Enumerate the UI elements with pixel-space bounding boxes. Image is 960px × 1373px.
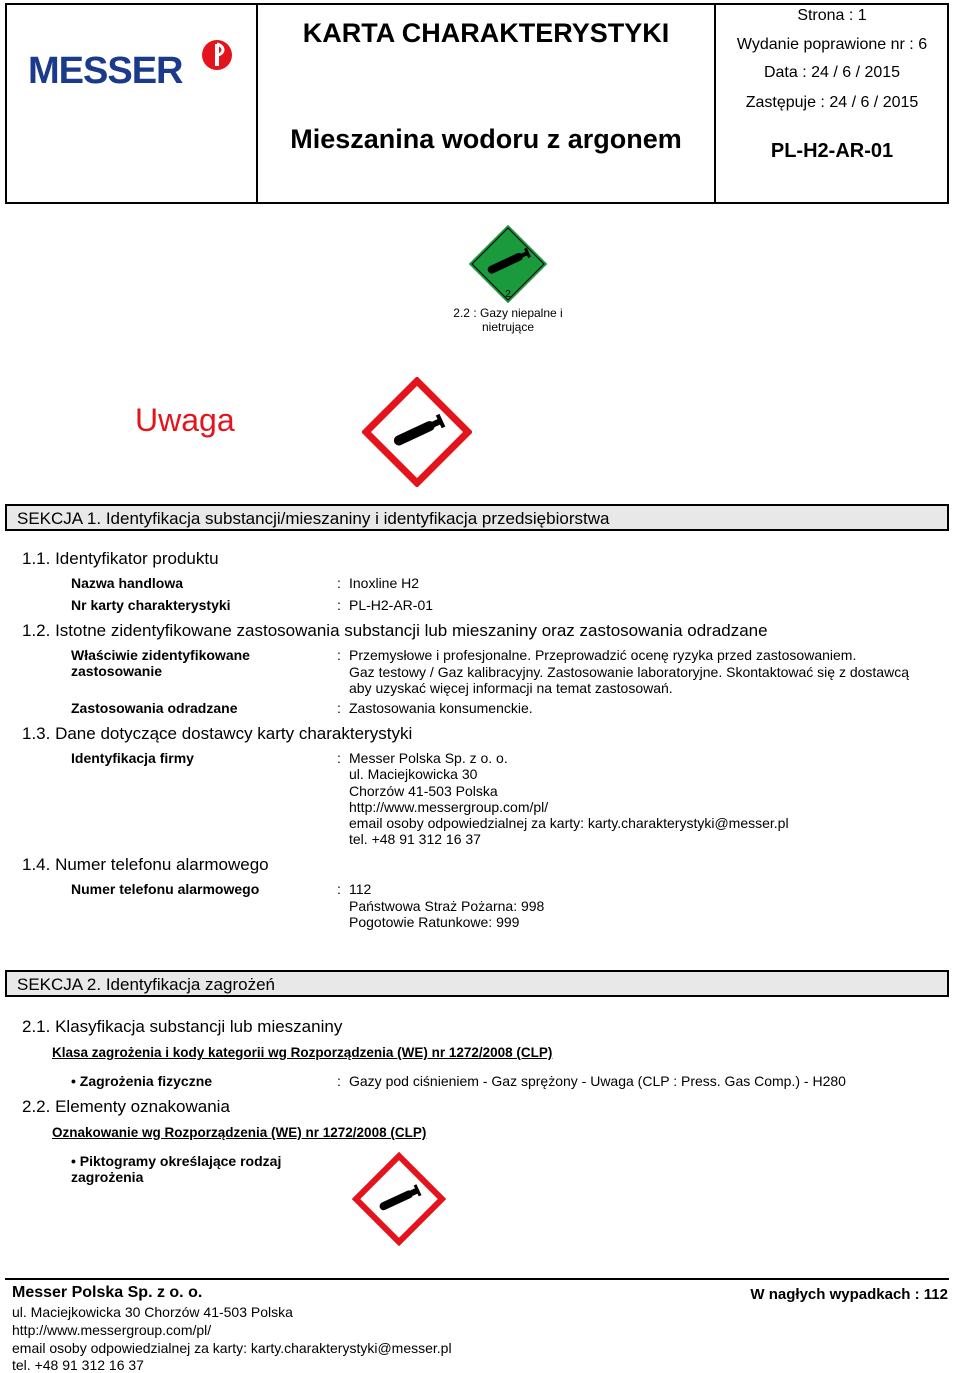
- colon: :: [337, 575, 341, 591]
- header-divider: [256, 3, 258, 204]
- subsection-2-2-title: 2.2. Elementy oznakowania: [22, 1097, 230, 1116]
- section-1-heading: SEKCJA 1. Identyfikacja substancji/mieszaniny i identyfikacja przedsiębiorstwa: [5, 504, 949, 531]
- sheet-number-label: Nr karty charakterystyki: [71, 597, 231, 613]
- colon: :: [337, 1073, 341, 1089]
- revision-date: Data : 24 / 6 / 2015: [763, 64, 901, 81]
- advised-against-label: Zastosowania odradzane: [71, 700, 238, 716]
- gas-cylinder-transport-label-icon: [466, 222, 550, 306]
- revision-number: Wydanie poprawione nr : 6: [736, 36, 928, 53]
- transport-caption: 2.2 : Gazy niepalne i nietrujące: [453, 306, 563, 334]
- subsection-1-2-title: 1.2. Istotne zidentyfikowane zastosowania substancji lub mieszaniny oraz zastosowania odradzane: [22, 621, 768, 640]
- section-2-heading: SEKCJA 2. Identyfikacja zagrożeń: [5, 970, 949, 997]
- page-number: Strona : 1: [797, 7, 867, 24]
- trade-name-value: Inoxline H2: [349, 575, 420, 591]
- signal-word: Uwaga: [135, 402, 235, 438]
- gas-cylinder-ghs-pictogram-icon: [362, 377, 472, 487]
- transport-class-number: 2: [505, 289, 511, 300]
- emergency-phone-values: 112 Państwowa Straż Pożarna: 998 Pogotowie Ratunkowe: 999: [349, 881, 545, 930]
- supersedes-date: Zastępuje : 24 / 6 / 2015: [745, 94, 919, 111]
- colon: :: [337, 881, 341, 897]
- emergency-phone-label: Numer telefonu alarmowego: [71, 881, 260, 897]
- subsection-1-4-title: 1.4. Numer telefonu alarmowego: [22, 855, 269, 874]
- subsection-1-3-title: 1.3. Dane dotyczące dostawcy karty charakterystyki: [22, 724, 413, 743]
- document-title: KARTA CHARAKTERYSTYKI: [302, 18, 670, 48]
- company-label: Identyfikacja firmy: [71, 750, 194, 766]
- advised-against-value: Zastosowania konsumenckie.: [349, 700, 533, 716]
- clp-labelling-heading: Oznakowanie wg Rozporządzenia (WE) nr 1272/2008 (CLP): [52, 1125, 427, 1140]
- identified-uses-label: Właściwie zidentyfikowane zastosowanie: [71, 647, 250, 679]
- company-details: Messer Polska Sp. z o. o. ul. Maciejkowicka 30 Chorzów 41-503 Polska http://www.messergroup.com/pl/ email osoby odpowiedzialnej za karty: karty.charakterystyki@messer.pl tel. +48 91 312 16 37: [349, 750, 789, 848]
- colon: :: [337, 700, 341, 716]
- footer-url[interactable]: http://www.messergroup.com/pl/: [12, 1322, 212, 1338]
- footer-divider: [5, 1278, 949, 1280]
- sheet-code: PL-H2-AR-01: [770, 140, 894, 162]
- identified-uses-value: Przemysłowe i profesjonalne. Przeprowadzić ocenę ryzyka przed zastosowaniem. Gaz testowy / Gaz kalibracyjny. Zastosowanie laboratoryjne. Skontaktować się z dostawcą aby uzyskać więcej informacji na temat zastosowań.: [349, 647, 909, 696]
- colon: :: [337, 750, 341, 766]
- footer-address: ul. Maciejkowicka 30 Chorzów 41-503 Polska: [12, 1304, 293, 1320]
- product-name: Mieszanina wodoru z argonem: [290, 124, 682, 154]
- footer-company: Messer Polska Sp. z o. o.: [12, 1284, 203, 1301]
- colon: :: [337, 597, 341, 613]
- messer-logo-icon: [200, 38, 234, 72]
- subsection-2-1-title: 2.1. Klasyfikacja substancji lub mieszaniny: [22, 1017, 343, 1036]
- footer-emergency: W nagłych wypadkach : 112: [750, 1286, 948, 1303]
- footer-phone: tel. +48 91 312 16 37: [12, 1357, 144, 1373]
- messer-logo: MESSER: [28, 50, 183, 92]
- pictograms-label: • Piktogramy określające rodzaj zagrożenia: [71, 1153, 282, 1185]
- colon: :: [337, 647, 341, 663]
- subsection-1-1-title: 1.1. Identyfikator produktu: [22, 549, 219, 568]
- physical-hazards-label: • Zagrożenia fizyczne: [71, 1073, 213, 1089]
- sheet-number-value: PL-H2-AR-01: [349, 597, 434, 613]
- clp-classification-heading: Klasa zagrożenia i kody kategorii wg Rozporządzenia (WE) nr 1272/2008 (CLP): [52, 1045, 553, 1060]
- footer-email[interactable]: email osoby odpowiedzialnej za karty: karty.charakterystyki@messer.pl: [12, 1340, 452, 1356]
- trade-name-label: Nazwa handlowa: [71, 575, 184, 591]
- gas-cylinder-ghs-pictogram-icon: [352, 1152, 446, 1246]
- physical-hazards-value: Gazy pod ciśnieniem - Gaz sprężony - Uwaga (CLP : Press. Gas Comp.) - H280: [349, 1073, 846, 1089]
